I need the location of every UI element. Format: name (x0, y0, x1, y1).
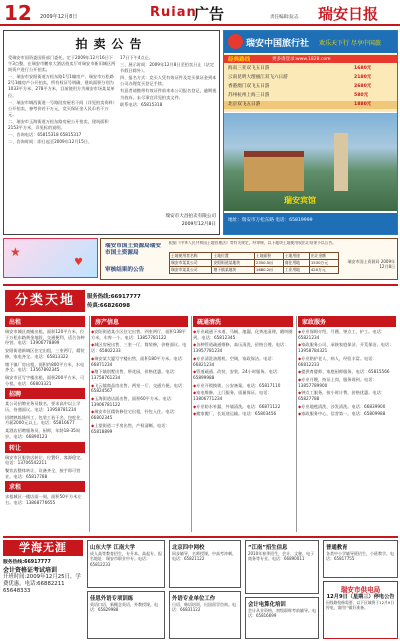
auction-rpara-4: 有意者请携带有效证件前来本公司报名登记，逾期视为放弃。未尽事宜详见拍卖文件。 (120, 88, 217, 100)
list-item-text: 家政服务公司，承接家庭保洁、开荒保洁。电话：13958784321 (298, 342, 394, 354)
edu-sub-box-1 (169, 591, 241, 639)
classifieds-col-3 (193, 316, 293, 534)
photo-building (244, 151, 304, 191)
bullet-star-icon: ◆ (91, 396, 95, 402)
table-cell: 安阳街道某地块 (212, 260, 254, 267)
list-item-text: 专业月嫂，持证上岗，服务周到。电话：13857789900 (298, 376, 377, 388)
section-header-hire: 招聘 (5, 388, 85, 399)
service-hotline: 服务热线:66917777 (87, 294, 141, 300)
list-item (193, 329, 293, 340)
list-item (91, 383, 188, 394)
edu-sub-title: 外语专业单位工作 (172, 596, 216, 602)
route-name: 苏州杭州上海三日游 (228, 93, 270, 98)
list-item (91, 409, 188, 420)
list-item (91, 329, 188, 340)
route-row-3[interactable] (224, 83, 398, 91)
list-item-text: 玉海街道店面出售，面积60平方米。电话：13906781122 (91, 396, 175, 407)
edu-sub-box-0 (87, 591, 165, 639)
list-item (91, 369, 188, 380)
list-item-text: 专业地毯清洗、沙发清洗。电话：66839900 (301, 403, 386, 409)
study-item-text: 开班时间:2009年12月25日，学费优惠。电话:66882211 65648333 (3, 574, 81, 594)
route-name: 香港澳门双飞五日游 (228, 84, 270, 89)
auction-para-2: 一、瑞安市安阳街道万松东路1号1幢房产、瑞安市万松路2号1幢房产公开拍卖，所有权证号明确，建筑面积分别为1033平方米、278平方米，目前使用方为瑞安市场某某单位。 (8, 74, 115, 98)
service-fax: 传真:66826098 (87, 303, 130, 309)
auction-company: 瑞安市大昌拍卖有限公司 (165, 214, 216, 219)
table-cell: 瑞安市某某公司 (170, 260, 212, 267)
list-item (298, 411, 396, 417)
route-name: 云南昆明大理丽江双飞六日游 (228, 75, 288, 80)
power-notice-subtitle: 12月9日（星期三）停电公告 (326, 594, 395, 600)
auction-para-4: 二、瑞安市玉海街道万松东路房屋公开拍卖，建筑面积2153平方米，详见标的说明。 (8, 118, 109, 131)
edu-sub-title: 会计电算化培训 (248, 602, 286, 608)
list-item-text: 塘下镇别墅出售，带花园，价格优惠。电话：13758761234 (91, 369, 178, 380)
table-cell: 2350.5㎡ (254, 260, 283, 267)
promo-star-icon: ★ (10, 245, 21, 259)
travel-slogan: 欢乐天下行 尽享中国旅 (319, 40, 381, 47)
edu-box-title: “江南”招生信息 (248, 545, 288, 551)
auction-body-left (8, 55, 116, 231)
bullet-star-icon: ◆ (298, 355, 302, 361)
section-header-want: 求租 (5, 481, 85, 492)
list-item-text: 上望街道二手房出售，产权清晰。电话：65818899 (91, 422, 170, 434)
table-cell: 商住用地 (283, 260, 309, 267)
table-cell: 塘下镇某地块 (212, 267, 254, 274)
list-item: 某酒店招聘服务员、厨师，年龄18-35周岁。电话：66890123 (5, 428, 80, 439)
list-item (193, 342, 293, 353)
list-item (193, 383, 293, 389)
list-item-text: 专业疏通下水道、马桶、地漏，化粪池清理，随叫随到。电话：65812345 (193, 329, 293, 340)
list-item (91, 423, 188, 434)
list-item: 瑞安市城区商铺出租，面积120平方米，位于万松东路黄金地段，交通便利，适合各种经营。电话：13906778899 (5, 329, 85, 346)
auction-para-3: 一、瑞安市城西街道一号路段房屋若干间（详见拍卖资料）公开拍卖，参考价若干万元，竞买保证金人民币若干万元。 (8, 99, 115, 117)
edu-sub-text: 日语、韩语培训，出国留学咨询。电话：66831122 (172, 602, 236, 613)
auction-para-6: 二、咨询时间：即日起至2009年12月15日。 (8, 139, 93, 145)
page-number: 12 (4, 1, 32, 25)
list-item (91, 342, 188, 353)
bullet-star-icon: ◆ (91, 342, 95, 348)
col-header: 出让金额 (309, 253, 338, 260)
travel-photo (224, 113, 398, 211)
bullet-star-icon: ◆ (193, 329, 197, 334)
study-column (3, 540, 83, 639)
bullet-star-icon: ◆ (298, 369, 302, 375)
editor-line: 责任编辑:阮志 (270, 15, 299, 20)
land-footer: 瑞安市国土资源局 2009年12月8日 (347, 259, 395, 269)
column-divider (296, 316, 297, 532)
bullet-star-icon: ◆ (298, 329, 302, 334)
list-item: 招聘熟练缝纫工、包装工若干名，包吃住，月薪2000元以上。电话：65816677 (5, 414, 85, 426)
list-item: 求租城区一楼店面一间，面积50平方米左右。电话：13868776655 (5, 494, 82, 506)
list-item (298, 356, 396, 367)
list-item (193, 356, 293, 367)
bullet-star-icon: ◆ (193, 355, 197, 361)
auction-notice (3, 30, 220, 235)
list-item-text: 家政服务中心，信誉第一。电话：65809988 (301, 411, 386, 417)
list-item (298, 369, 396, 375)
edu-box-1 (169, 540, 241, 588)
masthead (0, 0, 400, 26)
section-pinyin: Ruian (150, 5, 197, 20)
section-header-rent: 出租 (5, 316, 85, 327)
list-item (193, 390, 293, 401)
route-row-1[interactable] (224, 65, 398, 73)
power-notice (323, 581, 398, 639)
col-header: 土地使用者名称 (170, 253, 212, 260)
bullet-star-icon: ◆ (193, 342, 197, 348)
auction-rpara-2: 三、展示时间：2009年12月8日至拍卖日止（法定节假日除外）。 (120, 62, 215, 74)
route-name: 北京双飞五日游 (228, 102, 261, 107)
land-left-subtitle: 审核结果的公告 (105, 267, 145, 273)
list-item-text: 提供育婴师、家庭厨师服务。电话：65815566 (301, 369, 390, 375)
bullet-star-icon: ◆ (91, 329, 95, 334)
edu-box-text: 2010年春季招生，会计、文秘、电子商务等专业。电话：66890011 (248, 551, 315, 562)
section-header-property: 房产信息 (91, 316, 188, 327)
bullet-star-icon: ◆ (298, 411, 302, 417)
list-item (298, 377, 396, 388)
col-header: 土地位置 (212, 253, 254, 260)
list-item: 瑞安市区写字楼出租，面积200平方米，可分租。电话：66803321 (5, 374, 85, 386)
bottom-section (3, 536, 398, 639)
edu-box-text: 各类中小学辅导班招生，小班教学。电话：65817755 (326, 551, 394, 562)
photo-tower (334, 133, 348, 191)
table-cell: 1530万元 (309, 260, 338, 267)
travel-routes (224, 54, 398, 112)
auction-rpara-5: 联系电话：65815318 (120, 101, 163, 107)
edu-sub-box-2 (245, 597, 319, 639)
power-notice-title: 瑞安市供电局 (340, 586, 381, 594)
list-item-text: 专业保姆介绍，月嫂、钟点工、护工。电话：65821234 (298, 329, 385, 340)
promo-banner (3, 238, 98, 278)
route-name: 海南三亚双飞五日游 (228, 66, 270, 71)
land-table-wrap (169, 252, 339, 274)
bullet-star-icon: ◆ (193, 403, 197, 409)
bullet-star-icon: ◆ (298, 376, 302, 382)
classifieds-col-1 (5, 316, 85, 534)
bullet-star-icon: ◆ (91, 422, 95, 428)
section-header-housekeeping: 家政服务 (298, 316, 396, 327)
edu-sub-text: 会计从业资格、初级职称考前辅导。电话：65816699 (248, 608, 316, 619)
classifieds (3, 284, 398, 534)
route-name: 经典路线 (228, 57, 251, 63)
list-item (193, 369, 293, 380)
classifieds-col-2 (91, 316, 188, 534)
study-item-title: 会计资格证考试培训 (3, 567, 58, 574)
photo-caption: 瑞安宾馆 (284, 196, 316, 205)
table-cell: 工业用地 (283, 267, 309, 274)
land-table-header (170, 253, 339, 260)
bullet-star-icon: ◆ (193, 369, 197, 375)
route-price: 2680元 (354, 84, 372, 89)
list-item-text: 钟点工服务，按小时计费，价格优惠。电话：65827788 (298, 390, 385, 402)
edu-box-title: 山东大学 江南大学 (90, 545, 136, 551)
travel-header (224, 31, 398, 53)
edu-box-3 (323, 540, 398, 578)
bullet-star-icon: ◆ (193, 390, 197, 396)
promo-heart-icon: ♥ (74, 257, 83, 268)
land-table (169, 252, 339, 274)
list-item-text: 飞云镇商品房出售，两室一厅，交通方便。电话：65824567 (91, 382, 187, 394)
table-cell: 1680.2㎡ (254, 267, 283, 274)
table-cell: 瑞安市某某公司 (170, 267, 212, 274)
travel-brand: 瑞安中国旅行社 (246, 39, 310, 49)
bullet-star-icon: ◆ (91, 382, 95, 388)
route-price: 1680元 (354, 66, 372, 71)
section-header-transfer: 转让 (5, 442, 85, 453)
list-item-text: 搬家搬厂，长短途运输。电话：65803456 (196, 411, 277, 417)
newspaper-name: 瑞安日报 (318, 5, 379, 23)
route-price: 1880元 (354, 102, 372, 107)
study-hotline: 服务热线:66917777 (3, 560, 51, 565)
bullet-star-icon: ◆ (298, 342, 302, 348)
edu-box-0 (87, 540, 165, 588)
list-item-text: 城区房屋出售，三室一厅，简装修，价格面议。电话：65802233 (91, 342, 187, 354)
list-item (298, 390, 396, 401)
auction-rpara-3: 四、报名方式：竞买人凭有效证件及竞买保证金到本公司办理竞买登记手续。 (120, 75, 217, 87)
edu-box-text: 成人高等教育招生，专升本、高起专。报名地址：瑞安市职业中专。电话：65812233 (90, 551, 162, 567)
land-intro: 根据《中华人民共和国土地管理法》等有关规定，经审核，以下地块土地使用权出让结果予以公告。 (169, 241, 337, 245)
list-item-text: 瑞安市区精装修住宅出租，拎包入住。电话：66802345 (91, 409, 178, 421)
route-row-2[interactable] (224, 74, 398, 82)
masthead-date: 2009年12月8日 (40, 14, 78, 20)
route-price: 更多请登录:www.1828.com (272, 57, 331, 62)
table-cell: 420万元 (309, 267, 338, 274)
auction-title: 拍卖公告 (75, 37, 148, 51)
edu-box-title: 北京四中网校 (172, 545, 205, 551)
list-item-text: 专业清洗油烟机、空调，家政保洁。电话：66821234 (193, 355, 276, 367)
list-item (193, 411, 293, 417)
list-item: 瑞安市区服装店转让，位置好，客源稳定。电话：13706542211 (5, 454, 85, 466)
edu-box-text: 同步辅导，名师授课，中高考冲刺。电话：65821122 (172, 551, 236, 562)
list-item: 某公司招聘业务员数名，要求高中以上学历，待遇面议。电话：13958781234 (5, 401, 81, 413)
list-item-text: 瑞安某大厦写字楼出售，面积180平方米。电话：66871234 (91, 355, 186, 367)
route-price: 580元 (354, 93, 369, 98)
travel-logo-icon (228, 34, 243, 49)
list-item (298, 342, 396, 353)
list-item: 餐饮店整体转让，设备齐全，接手即可营业。电话：65817788 (5, 467, 81, 479)
auction-company-date: 2009年12月8日 (181, 222, 216, 227)
section-title: 广告 (194, 5, 225, 23)
edu-box-2 (245, 540, 319, 594)
section-header-cleaning: 疏通清洗 (193, 316, 293, 327)
column-divider (89, 316, 90, 532)
list-item-text: 专业防水补漏，外墙清洗。电话：66871122 (196, 403, 281, 409)
list-item-text: 专业开锁换锁，公安备案。电话：65817110 (196, 382, 281, 388)
study-title: 学海无涯 (3, 540, 83, 556)
bullet-star-icon: ◆ (91, 369, 95, 375)
list-item (193, 404, 293, 410)
list-item (298, 329, 396, 340)
travel-address: 地址：瑞安市万松东路 电话：65819999 (224, 213, 398, 235)
route-row-0[interactable] (224, 55, 398, 63)
auction-para-5: 一、咨询电话：65815318 65815317 (8, 132, 82, 138)
route-row-4[interactable] (224, 92, 398, 100)
auction-para-1: 受瑞安市国资委国资部门委托，定于2009年12月16日下午3点整，在瑞安市鹏泉大酒店拍卖厅对瑞安市新旧城区两间资产进行公开拍卖。 (8, 55, 116, 73)
list-item-text: 各种管道疏通维修，高压清洗，价格合理。电话：13957781234 (193, 342, 289, 354)
bullet-star-icon: ◆ (91, 409, 95, 415)
table-row (170, 267, 339, 274)
travel-ad (223, 30, 398, 235)
list-item-text: 管道疏通、改装、安装，24小时服务。电话：65899988 (193, 369, 282, 380)
bullet-star-icon: ◆ (298, 390, 302, 396)
classifieds-title: 分类天地 (5, 290, 85, 312)
bullet-star-icon: ◆ (91, 355, 95, 361)
list-item: 塘下镇厂房出租，面积约800平方米，水电齐全。电话：13567892345 (5, 361, 85, 373)
power-notice-text: 因线路检修需要，以下区域将于12月9日停电，请用户做好准备。 (326, 600, 394, 611)
land-left-title: 瑞安市国土资源局瑞安市国土资源局 (105, 243, 161, 256)
list-item-text: 安阳街道某小区住宅出售，四室两厅，面积138平方米，车库一个。电话：13857781122 (91, 329, 186, 340)
list-item-text: 家电维修，上门服务，质量保证。电话：13806771234 (193, 390, 272, 402)
edu-sub-text: 英语口语、新概念英语，外教授课。电话：65829988 (90, 602, 158, 613)
route-price: 2180元 (354, 75, 372, 80)
list-item: 安阳街道新城区住宅出租，三室两厅，精装修，家电齐全。电话：65813322 (5, 348, 85, 359)
table-row (170, 260, 339, 267)
route-row-5[interactable] (224, 101, 398, 109)
list-item (91, 356, 188, 367)
column-divider (191, 316, 192, 532)
auction-body-right (120, 55, 217, 205)
col-header: 土地面积 (254, 253, 283, 260)
bullet-star-icon: ◆ (298, 403, 302, 409)
list-item (91, 396, 188, 407)
list-item-text: 专业陪护老人、病人，经验丰富。电话：66812233 (298, 355, 377, 367)
land-notice (100, 238, 398, 280)
auction-rpara-1: 17日下午4点止。 (120, 55, 154, 60)
bullet-star-icon: ◆ (193, 382, 197, 388)
col-header: 土地用途 (283, 253, 309, 260)
edu-sub-title: 佳思外语专项训练 (90, 596, 134, 602)
list-item (298, 404, 396, 410)
edu-box-title: 普通教育 (326, 545, 348, 551)
classifieds-col-4 (298, 316, 396, 534)
bullet-star-icon: ◆ (193, 411, 197, 417)
